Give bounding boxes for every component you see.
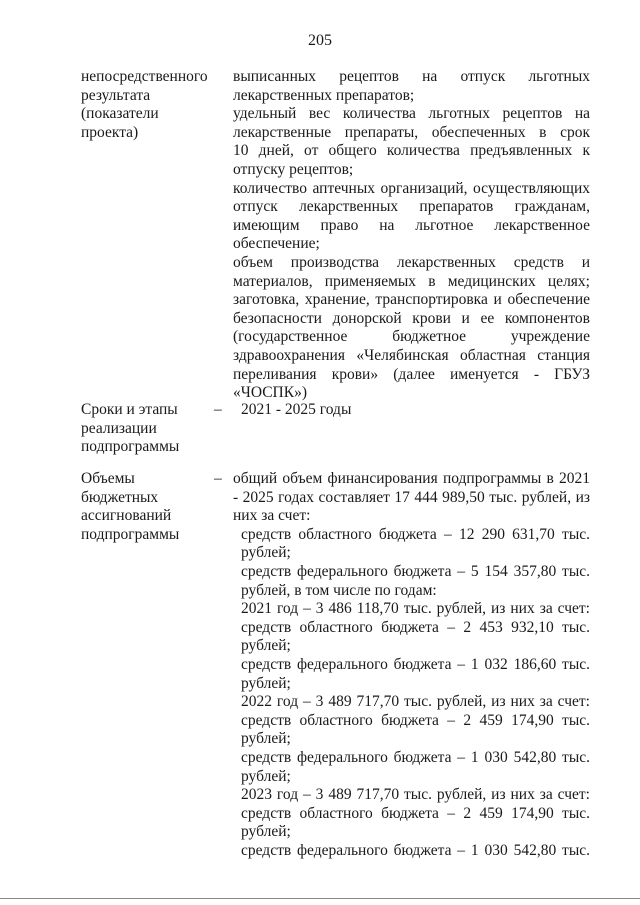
value-line: рублей;: [241, 674, 291, 692]
value-line: 2021 - 2025 годы: [241, 401, 352, 418]
label-line: (показатели: [81, 105, 159, 122]
value-line: них за счет:: [233, 507, 311, 525]
value-line: средств федерального бюджета – 1 030 542,80 тыс.: [241, 841, 590, 859]
value-line: материалов, применяемых в медицинских целях;: [233, 272, 590, 290]
label-line: подпрограммы: [81, 438, 180, 455]
label-line: реализации: [81, 419, 157, 437]
row-label: [81, 470, 211, 544]
value-line: рублей;: [241, 637, 291, 655]
value-line: средств областного бюджета – 2 453 932,10 тыс.: [241, 618, 590, 636]
row-value: [241, 401, 598, 420]
value-line: обеспечение;: [233, 235, 320, 253]
value-line: средств федерального бюджета – 1 030 542,80 тыс.: [241, 748, 590, 766]
value-line: общий объем финансирования подпрограммы в 2021: [233, 470, 590, 487]
label-line: результата: [81, 86, 151, 104]
value-line: рублей;: [241, 730, 291, 748]
value-line: средств областного бюджета – 2 459 174,90 тыс.: [241, 711, 590, 729]
label-line: ассигнований: [81, 507, 172, 524]
label-line: непосредственного: [81, 68, 208, 85]
label-line: бюджетных: [81, 488, 159, 506]
value-line: имеющим право на льготное лекарственное: [233, 216, 590, 234]
value-line: безопасности донорской крови и ее компонентов: [233, 309, 590, 327]
value-line: объем производства лекарственных средств и: [233, 253, 590, 271]
value-line: - 2025 годах составляет 17 444 989,50 тыс. рублей, из: [233, 488, 590, 506]
value-line: выписанных рецептов на отпуск льготных: [233, 68, 590, 85]
row-dash: –: [214, 401, 222, 418]
value-line: рублей;: [241, 544, 291, 562]
value-line: (государственное бюджетное учреждение: [233, 328, 590, 346]
value-line: лекарственные препараты, обеспеченных в срок: [233, 123, 590, 141]
row-label: [81, 68, 211, 142]
value-line: 10 дней, от общего количества предъявленных к: [233, 142, 590, 160]
value-line: здравоохранения «Челябинская областная станция: [233, 346, 590, 364]
row-label: [81, 401, 211, 457]
value-line: рублей;: [241, 823, 291, 841]
row-value: [233, 68, 590, 403]
value-line: рублей, в том числе по годам:: [241, 581, 437, 599]
label-line: Сроки и этапы: [81, 401, 178, 418]
value-line: 2021 год – 3 486 118,70 тыс. рублей, из них за счет:: [241, 600, 590, 618]
value-line: средств областного бюджета – 12 290 631,70 тыс.: [241, 525, 590, 543]
value-line: лекарственных препаратов;: [233, 86, 415, 104]
value-line: переливания крови» (далее именуется - ГБУЗ: [233, 365, 590, 383]
value-line: количество аптечных организаций, осуществляющих: [233, 179, 590, 197]
label-line: Объемы: [81, 470, 135, 487]
page-number: 205: [308, 32, 332, 49]
value-line: средств федерального бюджета – 1 032 186,60 тыс.: [241, 655, 590, 673]
footer-divider: [0, 898, 640, 899]
value-line: средств федерального бюджета – 5 154 357,80 тыс.: [241, 562, 590, 580]
value-line: отпуску рецептов;: [233, 160, 354, 178]
label-line: подпрограммы: [81, 525, 180, 543]
value-line: удельный вес количества льготных рецептов на: [233, 105, 590, 123]
value-line: рублей;: [241, 767, 291, 785]
row-value: [233, 470, 590, 860]
row-dash: –: [214, 470, 222, 487]
value-line: средств областного бюджета – 2 459 174,90 тыс.: [241, 804, 590, 822]
value-line: «ЧОСПК»): [233, 384, 307, 402]
label-line: проекта): [81, 123, 139, 141]
value-line: 2022 год – 3 489 717,70 тыс. рублей, из них за счет:: [241, 693, 590, 711]
value-line: отпуск лекарственных препаратов гражданам,: [233, 198, 590, 216]
value-line: заготовка, хранение, транспортировка и обеспечение: [233, 291, 590, 309]
value-line: 2023 год – 3 489 717,70 тыс. рублей, из них за счет:: [241, 786, 590, 804]
